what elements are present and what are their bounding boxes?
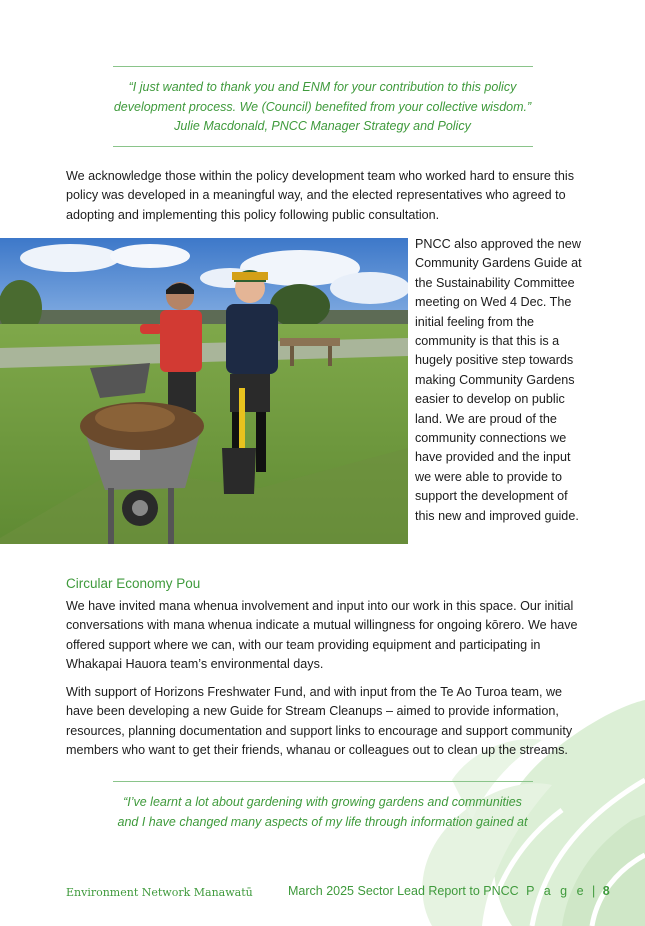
quote-line: development process. We (Council) benefited from your collective wisdom.” <box>113 99 532 114</box>
divider <box>113 66 533 67</box>
testimonial-quote <box>80 78 565 137</box>
page-number: 8 <box>602 884 610 898</box>
footer-separator: | <box>592 884 596 898</box>
footer-org-name: Environment Network Manawatū <box>66 886 253 899</box>
quote-line: and I have changed many aspects of my life through information gained at <box>117 814 528 829</box>
community-gardens-text: PNCC also approved the new Community Gardens Guide at the Sustainability Committee meeting on Wed 4 Dec. The initial feeling from the community is that this is a hugely positive step towards making Community Gardens easier to develop on public land. We are proud of the community connections we have provided and the input we were able to provide to support the development of this new and improved guide. <box>415 237 582 523</box>
divider <box>113 781 533 782</box>
quote-line: “I’ve learnt a lot about gardening with growing gardens and communities <box>123 795 522 809</box>
community-photo <box>0 238 408 544</box>
testimonial-quote <box>80 793 565 832</box>
section-heading: Circular Economy Pou <box>66 576 201 591</box>
quote-line: “I just wanted to thank you and ENM for your contribution to this policy <box>128 80 517 94</box>
divider <box>113 146 533 147</box>
intro-paragraph: We acknowledge those within the policy development team who worked hard to ensure this policy was developed in a meaningful way, and the elected representatives who agreed to adopting and implementing this policy following public consultation. <box>66 169 574 222</box>
footer-page-label: P a g e <box>526 884 587 898</box>
footer-report-title: March 2025 Sector Lead Report to PNCC <box>288 884 519 898</box>
section-paragraph: We have invited mana whenua involvement and input into our work in this space. Our initial conversations with mana whenua indicate a mutual willingness for ongoing kōrero. We have offered support where we can, with our team providing equipment and participating in Whakapai Hauora team’s environmental days. <box>66 599 578 671</box>
section-paragraph: With support of Horizons Freshwater Fund, and with input from the Te Ao Turoa team, we have been developing a new Guide for Stream Cleanups – aimed to provide information, resources, planning documentation and support links to encourage and support community members who want to get their friends, whanau or colleagues out to clean up the streams. <box>66 685 573 757</box>
quote-attribution: Julie Macdonald, PNCC Manager Strategy and Policy <box>174 119 471 133</box>
footer-report-info <box>288 884 610 898</box>
